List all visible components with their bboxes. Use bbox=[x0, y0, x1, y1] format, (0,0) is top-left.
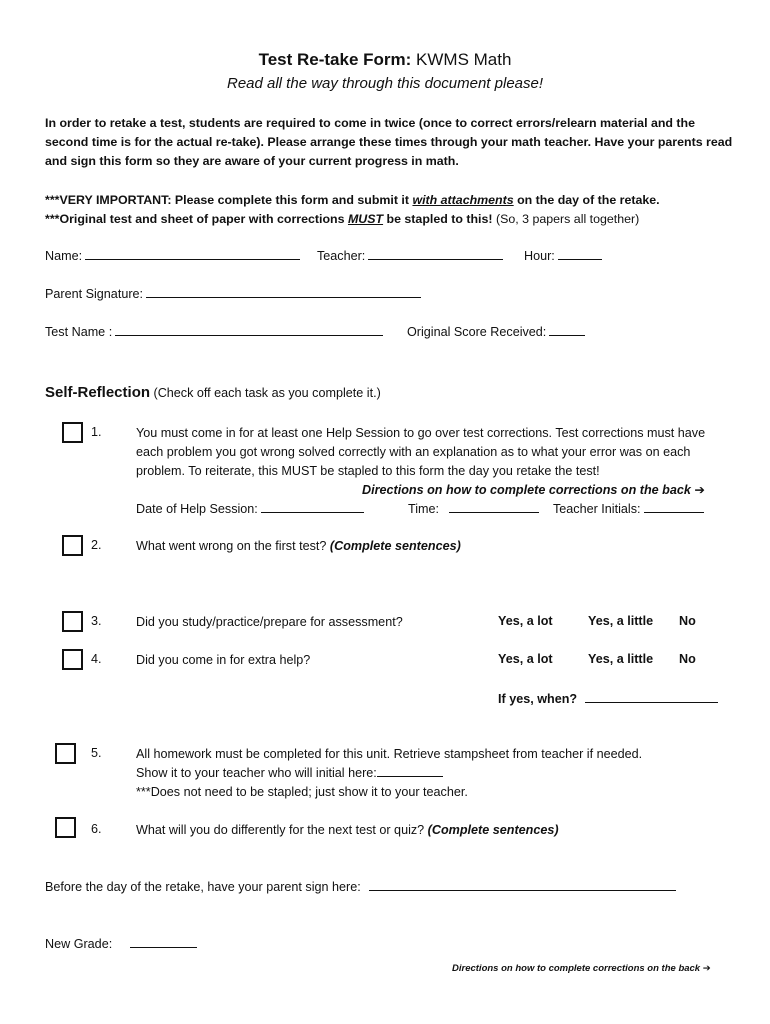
item-5-text-3: ***Does not need to be stapled; just show it to your teacher. bbox=[136, 785, 468, 799]
teacher-initials-field bbox=[553, 500, 704, 516]
item-5-text-2: Show it to your teacher who will initial here: bbox=[136, 764, 443, 783]
page-title bbox=[0, 50, 770, 70]
hour-line[interactable] bbox=[558, 247, 602, 260]
option-yes-a-little[interactable]: Yes, a little bbox=[588, 652, 654, 666]
option-no[interactable]: No bbox=[679, 614, 696, 628]
item-number: 4. bbox=[91, 652, 102, 666]
hour-field bbox=[524, 247, 602, 263]
item-3-text: Did you study/practice/prepare for assessment? bbox=[136, 615, 403, 629]
help-session-time-line[interactable] bbox=[449, 500, 539, 513]
teacher-initials-label: Teacher Initials: bbox=[553, 502, 641, 516]
parent-signature-field bbox=[45, 285, 421, 301]
item-1-text: You must come in for at least one Help Session to go over test corrections. Test corrections must have each problem you got wrong solved correctly with an explanation as to what your error was on each problem. To reiterate, this MUST be stapled to this form the day you retake the test! bbox=[136, 426, 706, 478]
directions-link-top: Directions on how to complete corrections on the back ➔ bbox=[362, 483, 705, 497]
teacher-field bbox=[317, 247, 503, 263]
item-number: 2. bbox=[91, 538, 102, 552]
test-name-label: Test Name : bbox=[45, 325, 113, 339]
option-no[interactable]: No bbox=[679, 652, 696, 666]
item-number: 5. bbox=[91, 746, 102, 760]
name-label: Name: bbox=[45, 249, 83, 263]
checkbox-item-5[interactable] bbox=[55, 743, 76, 764]
item-6-text: What will you do differently for the next test or quiz? (Complete sentences) bbox=[136, 823, 559, 837]
checkbox-item-3[interactable] bbox=[62, 611, 83, 632]
original-score-label: Original Score Received: bbox=[407, 325, 547, 339]
name-line[interactable] bbox=[85, 247, 300, 260]
important-line-2: ***Original test and sheet of paper with corrections MUST be stapled to this! (So, 3 papers all together) bbox=[45, 212, 640, 226]
parent-signature-line[interactable] bbox=[146, 285, 421, 298]
intro-paragraph: In order to retake a test, students are required to come in twice (once to correct errors/relearn material and the second time is for the actual re-take). Please arrange these times through your math teacher. Have your parents read and sign this form so they are aware of your current progress in math. bbox=[45, 116, 733, 168]
parent-sign-field bbox=[45, 878, 676, 894]
hour-label: Hour: bbox=[524, 249, 555, 263]
important-line-1: ***VERY IMPORTANT: Please complete this form and submit it with attachments on the day of the retake. bbox=[45, 193, 660, 207]
title-rest: KWMS Math bbox=[411, 50, 512, 69]
original-score-field bbox=[407, 323, 585, 339]
title-bold: Test Re-take Form: bbox=[258, 50, 412, 69]
test-name-field bbox=[45, 323, 383, 339]
must-emphasis: MUST bbox=[347, 212, 384, 226]
arrow-right-icon: ➔ bbox=[694, 483, 705, 497]
if-yes-when-line[interactable] bbox=[585, 690, 718, 703]
parent-sign-label: Before the day of the retake, have your parent sign here: bbox=[45, 880, 361, 894]
help-session-time-field bbox=[408, 500, 539, 516]
self-reflection-heading: Self-Reflection (Check off each task as you complete it.) bbox=[45, 384, 381, 401]
item-2-text: What went wrong on the first test? (Complete sentences) bbox=[136, 539, 461, 553]
parent-sign-line[interactable] bbox=[369, 878, 676, 891]
help-session-date-line[interactable] bbox=[261, 500, 364, 513]
test-name-line[interactable] bbox=[115, 323, 383, 336]
help-session-date-label: Date of Help Session: bbox=[136, 502, 258, 516]
teacher-label: Teacher: bbox=[317, 249, 366, 263]
item-4-text: Did you come in for extra help? bbox=[136, 653, 311, 667]
directions-footer: Directions on how to complete corrections on the back ➔ bbox=[452, 963, 711, 974]
checkbox-item-2[interactable] bbox=[62, 535, 83, 556]
important-notes bbox=[45, 191, 660, 229]
item-number: 6. bbox=[91, 822, 102, 836]
option-yes-a-little[interactable]: Yes, a little bbox=[588, 614, 654, 628]
item-5-text: All homework must be completed for this unit. Retrieve stampsheet from teacher if needed. bbox=[136, 747, 643, 761]
parent-signature-label: Parent Signature: bbox=[45, 287, 144, 301]
checkbox-item-1[interactable] bbox=[62, 422, 83, 443]
checkbox-item-6[interactable] bbox=[55, 817, 76, 838]
help-session-time-label: Time: bbox=[408, 502, 440, 516]
with-attachments: with attachments bbox=[412, 193, 514, 207]
option-yes-a-lot[interactable]: Yes, a lot bbox=[498, 652, 553, 666]
teacher-line[interactable] bbox=[368, 247, 503, 260]
teacher-initials-line[interactable] bbox=[644, 500, 704, 513]
self-reflection-instruction: (Check off each task as you complete it.) bbox=[150, 386, 381, 400]
new-grade-label: New Grade: bbox=[45, 937, 113, 951]
original-score-line[interactable] bbox=[549, 323, 585, 336]
if-yes-when-label: If yes, when? bbox=[498, 692, 578, 706]
homework-initial-line[interactable] bbox=[377, 764, 443, 777]
new-grade-line[interactable] bbox=[130, 935, 197, 948]
page-subtitle: Read all the way through this document please! bbox=[226, 75, 544, 92]
if-yes-when-field bbox=[498, 690, 718, 706]
name-field bbox=[45, 247, 300, 263]
option-yes-a-lot[interactable]: Yes, a lot bbox=[498, 614, 553, 628]
checkbox-item-4[interactable] bbox=[62, 649, 83, 670]
help-session-date-field bbox=[136, 500, 364, 516]
arrow-right-icon: ➔ bbox=[702, 963, 711, 974]
new-grade-field bbox=[45, 935, 197, 951]
item-number: 3. bbox=[91, 614, 102, 628]
item-number: 1. bbox=[91, 425, 102, 439]
